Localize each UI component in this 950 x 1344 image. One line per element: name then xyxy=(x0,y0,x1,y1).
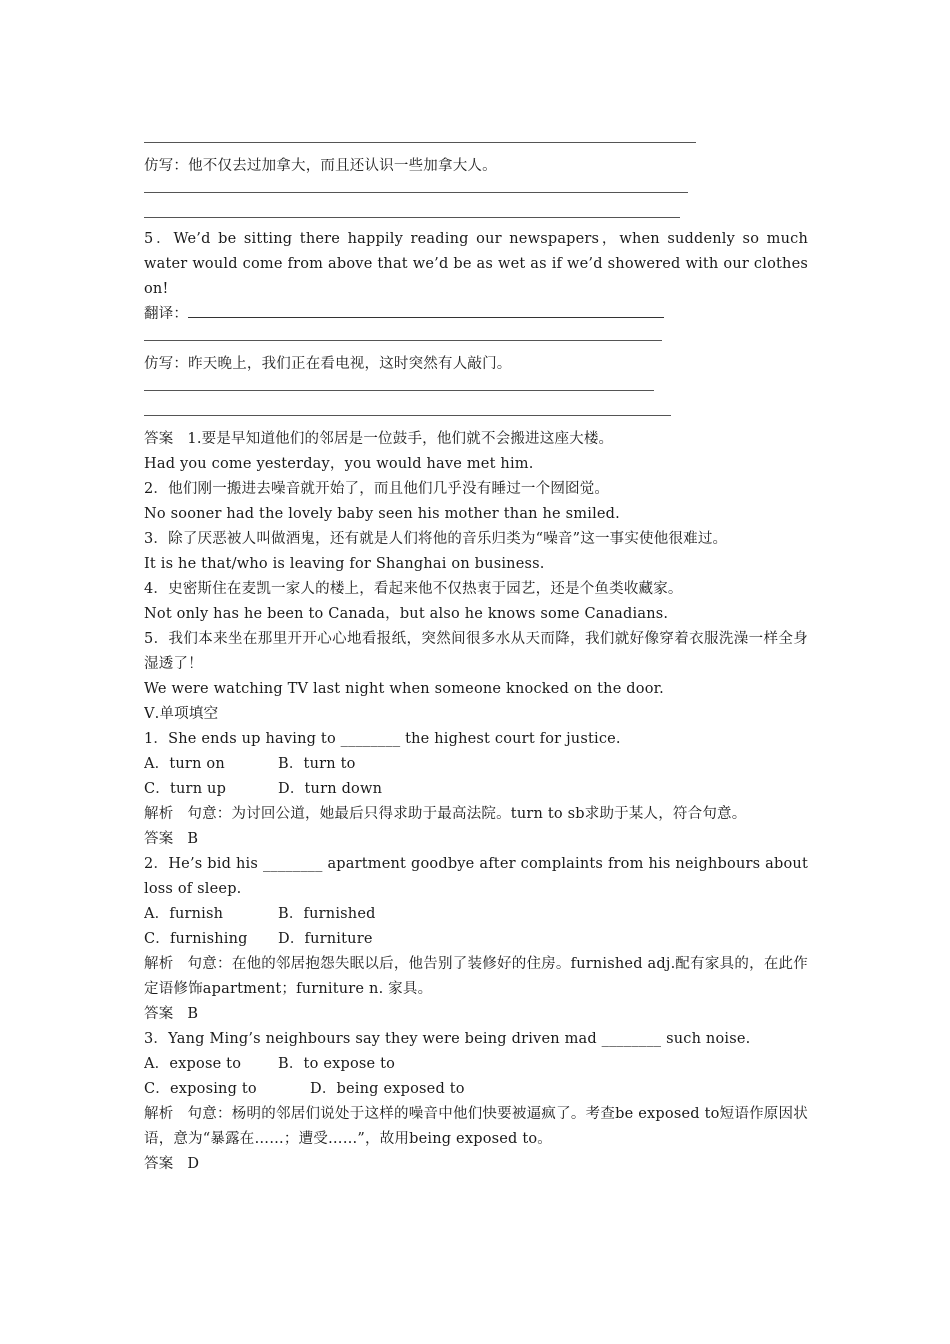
section-title: Ⅴ.单项填空 xyxy=(144,706,219,722)
answer-value: B xyxy=(187,1006,199,1022)
analysis xyxy=(144,1102,808,1152)
answer-line xyxy=(144,402,808,427)
imitation-text: 昨天晚上，我们正在看电视，这时突然有人敲门。 xyxy=(188,356,512,372)
answer-line-5: 3．除了厌恶被人叫做酒鬼，还有就是人们将他的音乐归类为“噪音”这一事实使他很难过。 xyxy=(144,531,728,547)
analysis-text: 句意：在他的邻居抱怨失眠以后，他告别了装修好的住房。furnished adj.配有家具的，在此作定语修饰apartment；furniture n. 家具。 xyxy=(144,956,808,997)
imitation-text: 他不仅去过加拿大，而且还认识一些加拿大人。 xyxy=(188,158,497,174)
translate-prompt-5 xyxy=(144,302,808,327)
answer-line-6: It is he that/who is leaving for Shanghai on business. xyxy=(144,556,545,572)
option-a: A．furnish xyxy=(144,906,224,922)
answer-label: 答案 xyxy=(144,1156,174,1172)
option-d: D．being exposed to xyxy=(310,1081,465,1097)
option-b: B．furnished xyxy=(278,906,376,922)
options-row xyxy=(144,927,808,952)
analysis xyxy=(144,952,808,1002)
answer-value: B xyxy=(187,831,199,847)
answer-line xyxy=(188,303,664,318)
answer-label: 答案 xyxy=(144,1006,174,1022)
option-b: B．turn to xyxy=(278,756,356,772)
answer-line-10: We were watching TV last night when someone knocked on the door. xyxy=(144,681,664,697)
question-stem: 3．Yang Ming’s neighbours say they were being driven mad ________ such noise. xyxy=(144,1031,751,1047)
answer xyxy=(144,1002,808,1027)
answer-line xyxy=(144,377,808,402)
option-a: A．turn on xyxy=(144,756,225,772)
answer-line-3: 2．他们刚一搬进去噪音就开始了，而且他们几乎没有睡过一个囫囵觉。 xyxy=(144,481,610,497)
imitation-label: 仿写： xyxy=(144,158,189,174)
answer-text: 1.要是早知道他们的邻居是一位鼓手，他们就不会搬进这座大楼。 xyxy=(187,431,614,447)
option-b: B．to expose to xyxy=(278,1056,396,1072)
answer-value: D xyxy=(187,1156,200,1172)
answer-line-7: 4．史密斯住在麦凯一家人的楼上，看起来他不仅热衷于园艺，还是个鱼类收藏家。 xyxy=(144,581,683,597)
answer-line xyxy=(144,129,808,154)
imitation-prompt-5 xyxy=(144,352,808,377)
answer-line-2: Had you come yesterday，you would have met him. xyxy=(144,456,534,472)
answer xyxy=(144,827,808,852)
document-page xyxy=(144,129,808,1177)
answer-line-9: 5．我们本来坐在那里开开心心地看报纸，突然间很多水从天而降，我们就好像穿着衣服洗澡一样全身湿透了！ xyxy=(144,631,808,672)
imitation-prompt-4 xyxy=(144,154,808,179)
analysis-label: 解析 xyxy=(144,1106,174,1122)
analysis-label: 解析 xyxy=(144,956,174,972)
answer-label: 答案 xyxy=(144,431,174,447)
answer-line-1 xyxy=(144,427,808,452)
option-d: D．turn down xyxy=(278,781,383,797)
options-row xyxy=(144,752,808,777)
translate-label: 翻译： xyxy=(144,306,189,322)
analysis-text: 句意：杨明的邻居们说处于这样的噪音中他们快要被逼疯了。考查be exposed to短语作原因状语，意为“暴露在……；遭受……”，故用being exposed to。 xyxy=(144,1106,809,1147)
option-c: C．turn up xyxy=(144,781,227,797)
answer-line xyxy=(144,327,808,352)
answer xyxy=(144,1152,808,1177)
answer-line xyxy=(144,179,808,204)
answer-line-8: Not only has he been to Canada，but also he knows some Canadians. xyxy=(144,606,669,622)
analysis-text: 句意：为讨回公道，她最后只得求助于最高法院。turn to sb求助于某人，符合句意。 xyxy=(187,806,747,822)
options-row xyxy=(144,777,808,802)
answer-line-4: No sooner had the lovely baby seen his mother than he smiled. xyxy=(144,506,620,522)
options-row xyxy=(144,1052,808,1077)
question-stem: 2．He’s bid his ________ apartment goodbye after complaints from his neighbours about loss of sleep. xyxy=(144,856,808,897)
option-c: C．furnishing xyxy=(144,931,248,947)
option-a: A．expose to xyxy=(144,1056,242,1072)
options-row xyxy=(144,1077,808,1102)
question-stem: 1．She ends up having to ________ the highest court for justice. xyxy=(144,731,621,747)
options-row xyxy=(144,902,808,927)
option-d: D．furniture xyxy=(278,931,373,947)
question-5-sentence: 5．We’d be sitting there happily reading our newspapers，when suddenly so much water would come from above that we’d be as wet as if we’d showered with our clothes on! xyxy=(144,231,808,297)
analysis xyxy=(144,802,808,827)
option-c: C．exposing to xyxy=(144,1081,257,1097)
imitation-label: 仿写： xyxy=(144,356,189,372)
answer-line xyxy=(144,204,808,229)
analysis-label: 解析 xyxy=(144,806,174,822)
answer-label: 答案 xyxy=(144,831,174,847)
